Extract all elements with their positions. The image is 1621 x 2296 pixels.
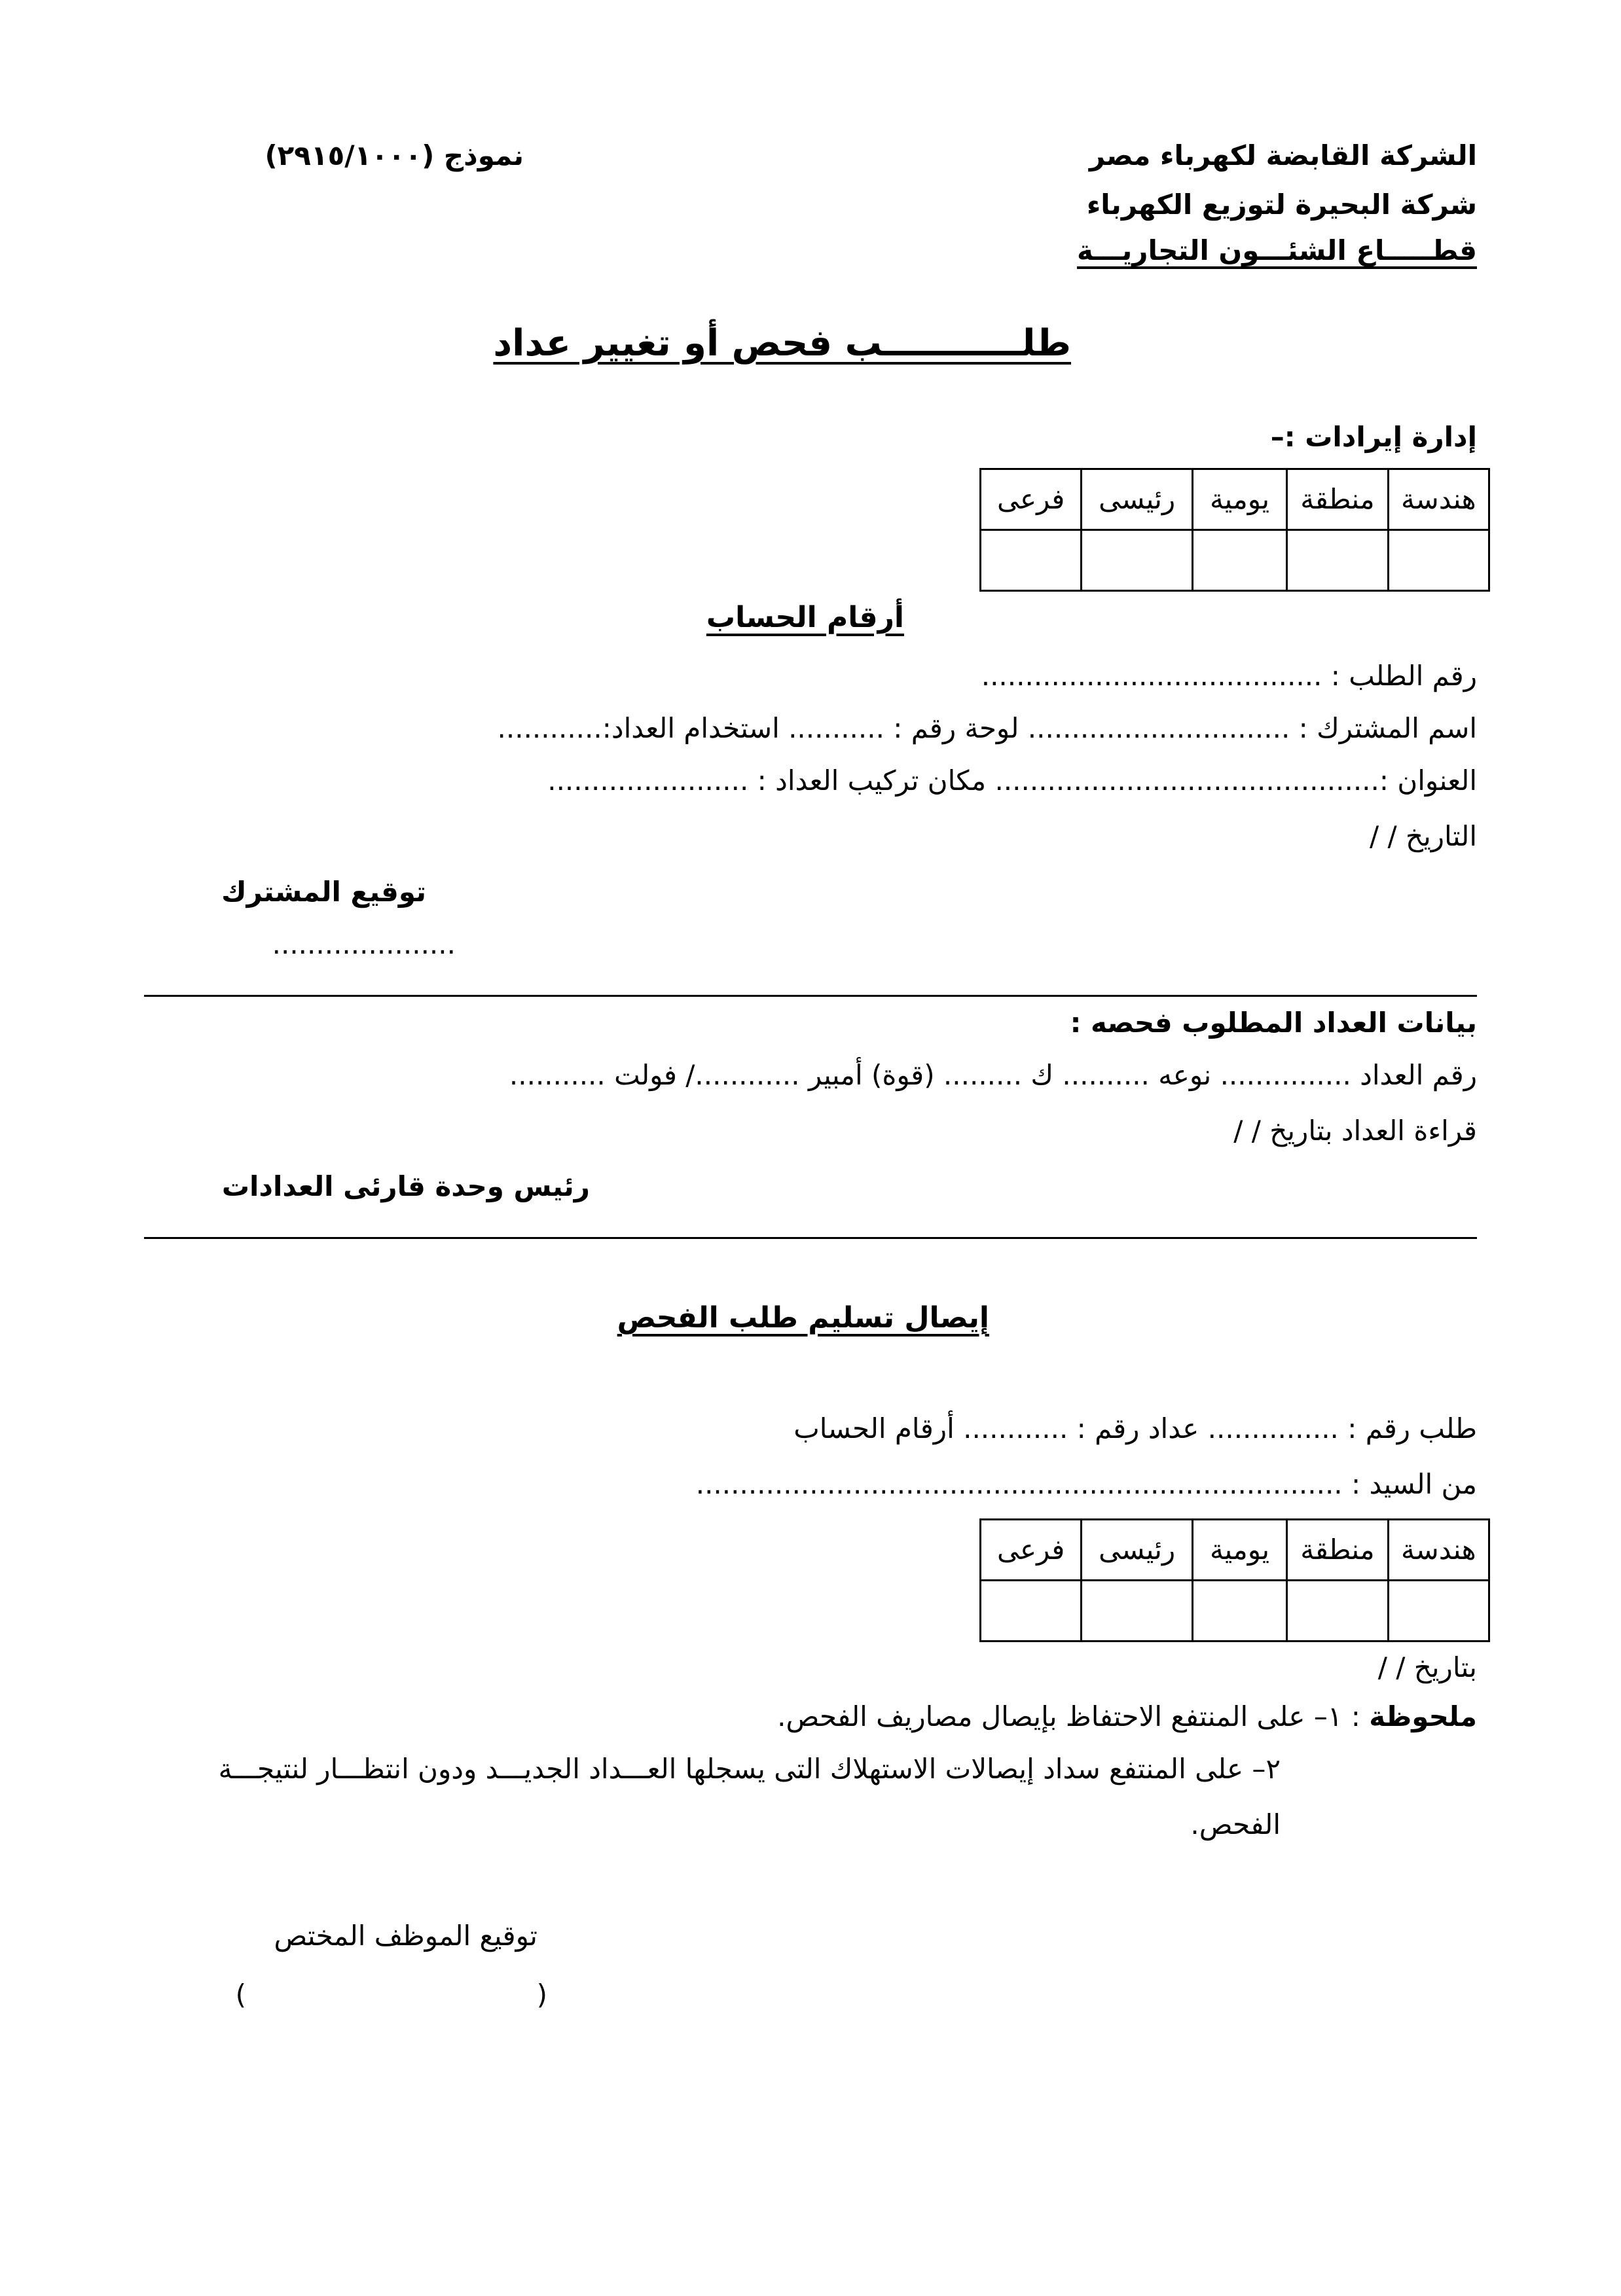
note-1-text: : ١– على المنتفع الاحتفاظ بإيصال مصاريف الفحص. <box>777 1700 1370 1732</box>
revenue-table <box>979 468 1490 592</box>
table-cell[interactable] <box>1287 1581 1388 1641</box>
table-cell[interactable] <box>1388 530 1489 591</box>
column-header: رئيسى <box>1082 1520 1193 1581</box>
column-header: رئيسى <box>1082 469 1193 530</box>
table-row <box>981 1581 1489 1641</box>
form-number: نموذج (٢٩١٥/١٠٠٠) <box>264 139 524 171</box>
signature-paren-left: ) <box>235 1979 246 2011</box>
address-field[interactable]: العنوان :............................................ مكان تركيب العداد : ....................... <box>547 764 1477 797</box>
table-cell[interactable] <box>981 530 1082 591</box>
note-line-2: ٢– على المنتفع سداد إيصالات الاستهلاك التى يسجلها العـــداد الجديـــد ودون انتظـــار لنتيجـــة <box>218 1753 1281 1785</box>
column-header: هندسة <box>1388 1520 1489 1581</box>
table-row <box>981 469 1489 530</box>
divider <box>144 1237 1477 1239</box>
date-field[interactable]: التاريخ / / <box>1369 820 1477 852</box>
column-header: هندسة <box>1388 469 1489 530</box>
table-cell[interactable] <box>1287 530 1388 591</box>
commercial-sector: قطـــــاع الشئـــون التجاريـــة <box>1076 234 1477 266</box>
signature-paren-right: ( <box>536 1979 547 2011</box>
revenue-label: إدارة إيرادات :– <box>1270 421 1477 453</box>
subscriber-signature-label: توقيع المشترك <box>221 876 426 908</box>
table-row <box>981 530 1489 591</box>
column-header: منطقة <box>1287 469 1388 530</box>
request-number-field[interactable]: رقم الطلب : ....................................... <box>981 660 1477 692</box>
meter-readers-supervisor: رئيس وحدة قارئى العدادات <box>221 1170 590 1202</box>
subscriber-signature-field[interactable]: ..................... <box>272 928 456 960</box>
note-line-2-continued: الفحص. <box>1190 1808 1281 1840</box>
column-header: يومية <box>1192 469 1286 530</box>
column-header: فرعى <box>981 1520 1082 1581</box>
column-header: فرعى <box>981 469 1082 530</box>
note-line-1 <box>777 1698 1477 1735</box>
table-cell[interactable] <box>981 1581 1082 1641</box>
page-title: طلـــــــــــب فحص أو تغيير عداد <box>493 322 1071 365</box>
account-heading: أرقام الحساب <box>706 601 904 634</box>
meter-heading: بيانات العداد المطلوب فحصه : <box>1070 1007 1477 1039</box>
meter-details-field[interactable]: رقم العداد ............... نوعه .......... ك ......... (قوة) أمبير ............/ فولت ........... <box>509 1059 1477 1091</box>
employee-signature-label: توقيع الموظف المختص <box>274 1920 537 1952</box>
company-holding-name: الشركة القابضة لكهرباء مصر <box>1089 139 1477 171</box>
receipt-date-field[interactable]: بتاريخ / / <box>1377 1651 1477 1683</box>
meter-reading-field[interactable]: قراءة العداد بتاريخ / / <box>1233 1115 1477 1147</box>
company-distribution-name: شركة البحيرة لتوزيع الكهرباء <box>1086 188 1477 221</box>
receipt-request-field[interactable]: طلب رقم : ............... عداد رقم : ............ أرقام الحساب <box>793 1412 1477 1444</box>
table-row <box>981 1520 1489 1581</box>
table-cell[interactable] <box>1192 1581 1286 1641</box>
table-cell[interactable] <box>1192 530 1286 591</box>
column-header: منطقة <box>1287 1520 1388 1581</box>
table-cell[interactable] <box>1388 1581 1489 1641</box>
table-cell[interactable] <box>1082 530 1193 591</box>
table-cell[interactable] <box>1082 1581 1193 1641</box>
receipt-from-field[interactable]: من السيد : .......................................................................... <box>695 1468 1477 1500</box>
column-header: يومية <box>1192 1520 1286 1581</box>
receipt-table <box>979 1518 1490 1642</box>
receipt-heading: إيصال تسليم طلب الفحص <box>617 1301 989 1335</box>
divider <box>144 995 1477 997</box>
note-label: ملحوظة <box>1369 1700 1477 1732</box>
subscriber-field[interactable]: اسم المشترك : .............................. لوحة رقم : ........... استخدام العداد:............ <box>497 712 1477 744</box>
